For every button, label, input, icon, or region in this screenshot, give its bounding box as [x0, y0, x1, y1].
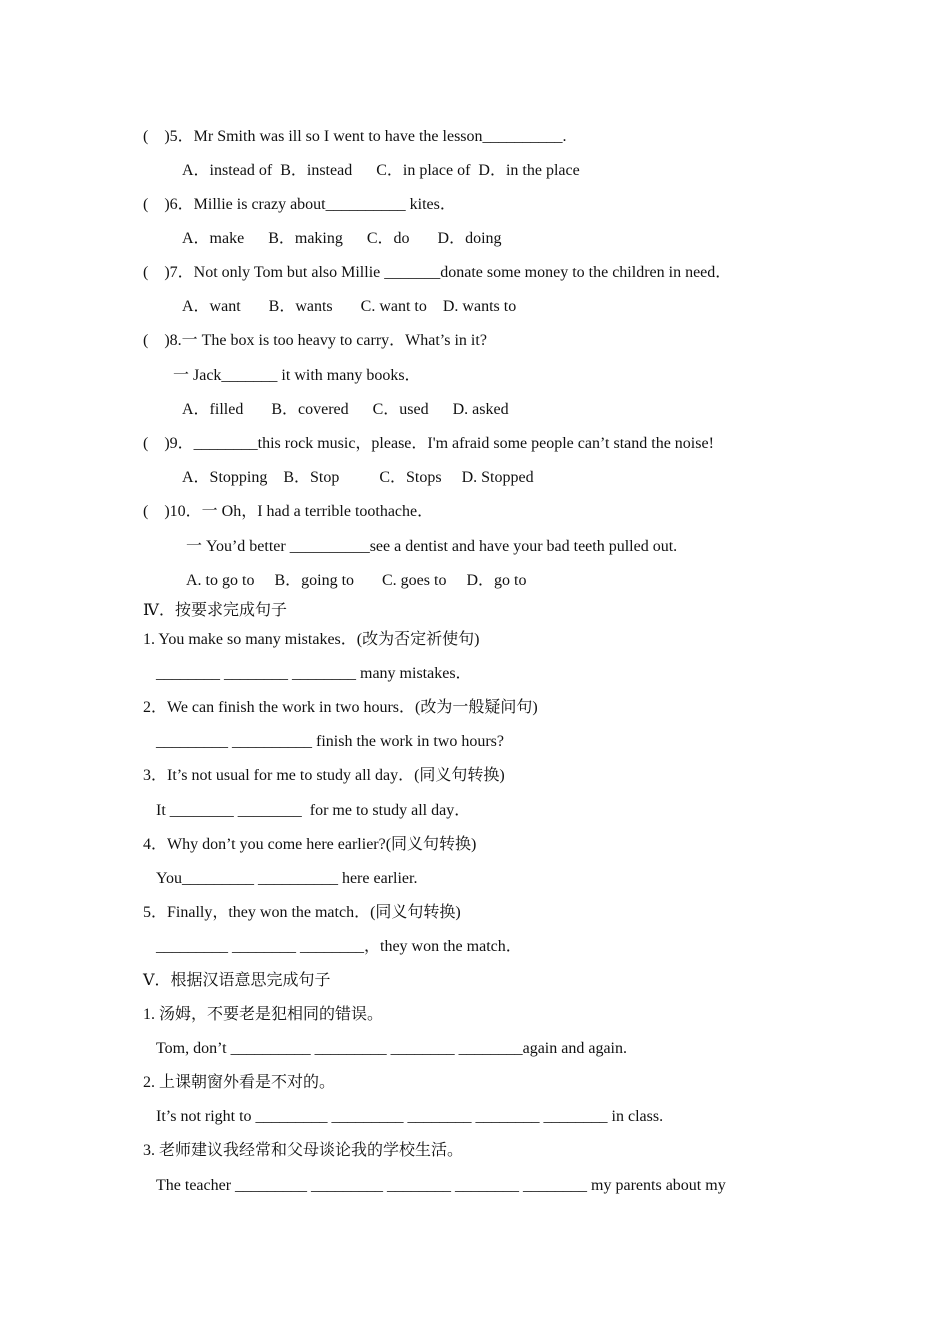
section-5-item-2-question: 2. 上课朝窗外看是不对的。: [143, 1074, 336, 1091]
question-10-stem: ( )10．一 Oh，I had a terrible toothache．: [143, 503, 434, 520]
question-10-options: A. to go to B．going to C. goes to D．go to: [186, 572, 527, 589]
section-5-item-3-answer: The teacher _________ _________ ________ ________ ________ my parents about my: [156, 1177, 726, 1194]
question-8-stem: ( )8.一 The box is too heavy to carry．What’s in it?: [143, 332, 487, 349]
section-5-item-2-answer: It’s not right to _________ _________ ________ ________ ________ in class.: [156, 1108, 664, 1125]
question-6-stem: ( )6．Millie is crazy about__________ kites．: [143, 196, 456, 213]
section-4-item-3-answer: It ________ ________ for me to study all day．: [156, 802, 471, 819]
question-6-options: A．make B．making C．do D．doing: [182, 230, 502, 247]
question-8-options: A．filled B．covered C．used D. asked: [182, 401, 509, 418]
section-4-item-2-question: 2．We can finish the work in two hours．(改为一般疑问句): [143, 699, 538, 716]
section-4-item-3-question: 3．It’s not usual for me to study all day．(同义句转换): [143, 767, 505, 784]
section-5-item-1-question: 1. 汤姆，不要老是犯相同的错误。: [143, 1006, 384, 1023]
section-5-title: Ⅴ．根据汉语意思完成句子: [143, 972, 331, 989]
section-4-item-5-answer: _________ ________ ________，they won the match．: [156, 938, 522, 955]
question-9-stem: ( )9．________this rock music，please．I'm afraid some people can’t stand the noise!: [143, 435, 714, 452]
section-5-item-1-answer: Tom, don’t __________ _________ ________ ________again and again.: [156, 1040, 627, 1057]
section-4-item-4-answer: You_________ __________ here earlier.: [156, 870, 418, 887]
section-4-item-2-answer: _________ __________ finish the work in two hours?: [156, 733, 504, 750]
question-9-options: A．Stopping B．Stop C．Stops D. Stopped: [182, 469, 534, 486]
question-7-options: A．want B．wants C. want to D. wants to: [182, 298, 517, 315]
section-4-title: Ⅳ．按要求完成句子: [143, 602, 287, 619]
section-4-item-5-question: 5．Finally，they won the match．(同义句转换): [143, 904, 461, 921]
question-5-stem: ( )5．Mr Smith was ill so I went to have the lesson__________.: [143, 128, 567, 145]
section-4-item-1-answer: ________ ________ ________ many mistakes．: [156, 665, 472, 682]
section-5-item-3-question: 3. 老师建议我经常和父母谈论我的学校生活。: [143, 1142, 464, 1159]
question-5-options: A．instead of B．instead C．in place of D．in the place: [182, 162, 580, 179]
section-4-item-1-question: 1. You make so many mistakes．(改为否定祈使句): [143, 631, 480, 648]
section-4-item-4-question: 4．Why don’t you come here earlier?(同义句转换): [143, 836, 477, 853]
question-10-sub: 一 You’d better __________see a dentist and have your bad teeth pulled out.: [186, 538, 678, 555]
question-8-sub: 一 Jack_______ it with many books．: [173, 367, 421, 384]
question-7-stem: ( )7．Not only Tom but also Millie _______donate some money to the children in need．: [143, 264, 732, 281]
